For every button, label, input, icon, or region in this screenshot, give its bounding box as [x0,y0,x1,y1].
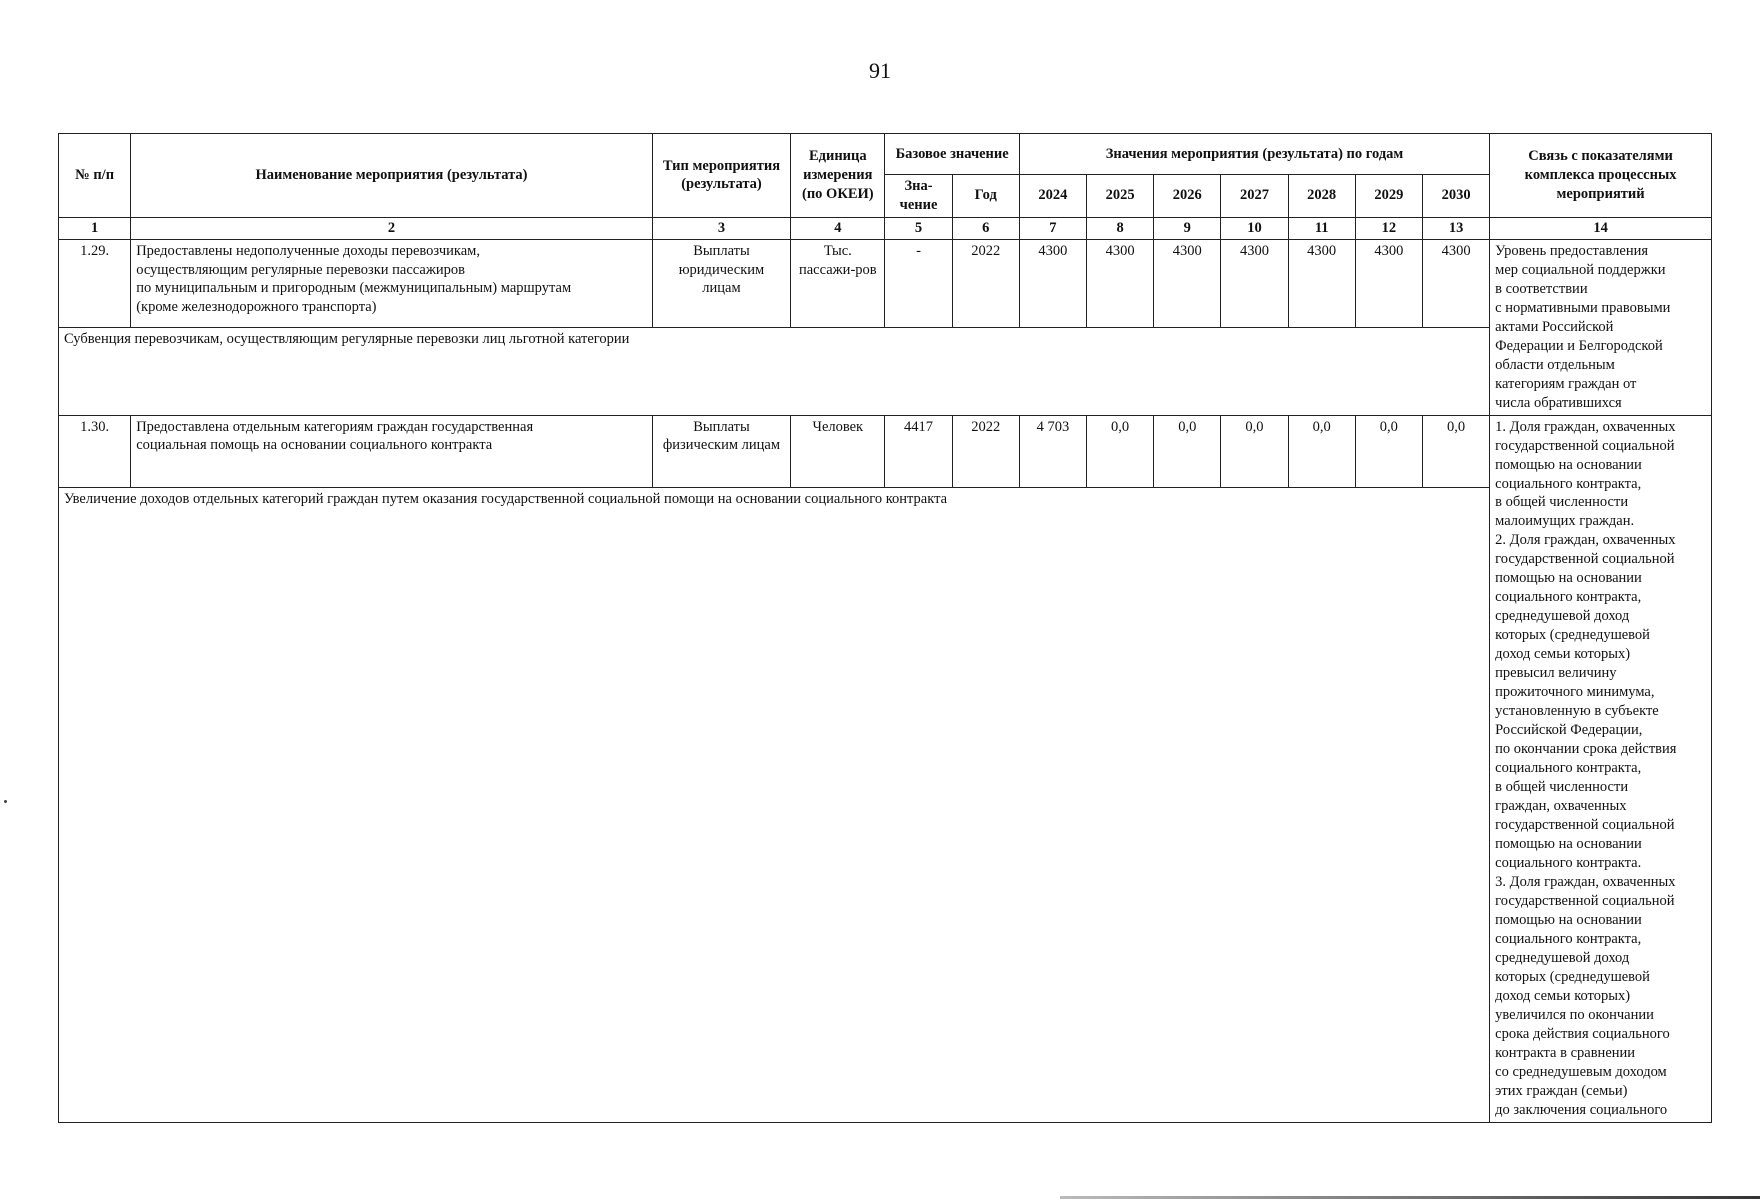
column-number: 4 [791,217,885,239]
row-value: 0,0 [1355,415,1422,487]
header-base-year: Год [952,175,1019,218]
column-number: 10 [1221,217,1288,239]
row-value: 0,0 [1154,415,1221,487]
column-number: 3 [652,217,790,239]
column-number: 8 [1087,217,1154,239]
header-unit: Единица измерения (по ОКЕИ) [791,134,885,218]
scan-edge-line [1060,1196,1760,1199]
header-values-by-year: Значения мероприятия (результата) по годам [1019,134,1489,175]
row-value: 4300 [1087,239,1154,327]
row-name: Предоставлена отдельным категориям граждан государственная социальная помощь на основании социального контракта [131,415,653,487]
header-year: 2024 [1019,175,1086,218]
row-type: Выплаты юридическим лицам [652,239,790,327]
header-year: 2027 [1221,175,1288,218]
section-row [59,487,1712,1122]
row-type: Выплаты физическим лицам [652,415,790,487]
column-number: 2 [131,217,653,239]
row-unit: Тыс. пассажи-ров [791,239,885,327]
table-row [59,415,1712,487]
column-number: 14 [1490,217,1712,239]
row-value: 4300 [1355,239,1422,327]
row-num: 1.29. [59,239,131,327]
column-number: 12 [1355,217,1422,239]
table-row [59,239,1712,327]
row-value: 0,0 [1221,415,1288,487]
row-value: 4300 [1019,239,1086,327]
header-year: 2025 [1087,175,1154,218]
header-name: Наименование мероприятия (результата) [131,134,653,218]
row-value: 4300 [1154,239,1221,327]
header-link: Связь с показателями комплекса процессных мероприятий [1490,134,1712,218]
section-title: Увеличение доходов отдельных категорий граждан путем оказания государственной социальной помощи на основании социального контракта [59,487,1490,1122]
row-base-value: 4417 [885,415,952,487]
header-year: 2028 [1288,175,1355,218]
row-unit: Человек [791,415,885,487]
column-number: 13 [1422,217,1489,239]
column-number: 1 [59,217,131,239]
header-num: № п/п [59,134,131,218]
row-base-value: - [885,239,952,327]
row-num: 1.30. [59,415,131,487]
header-year: 2029 [1355,175,1422,218]
section-title: Субвенция перевозчикам, осуществляющим регулярные перевозки лиц льготной категории [59,328,1490,415]
header-base: Базовое значение [885,134,1019,175]
header-base-value: Зна-чение [885,175,952,218]
column-number: 5 [885,217,952,239]
page-number: 91 [869,58,891,83]
row-value: 4300 [1288,239,1355,327]
row-base-year: 2022 [952,239,1019,327]
row-value: 0,0 [1422,415,1489,487]
row-link [1490,415,1712,1122]
section-row [59,328,1712,415]
row-value: 4 703 [1019,415,1086,487]
scan-mark [4,800,7,803]
column-number: 7 [1019,217,1086,239]
column-number: 11 [1288,217,1355,239]
header-type: Тип мероприятия (результата) [652,134,790,218]
row-value: 0,0 [1087,415,1154,487]
column-number: 9 [1154,217,1221,239]
row-value: 0,0 [1288,415,1355,487]
header-year: 2030 [1422,175,1489,218]
row-link: Уровень предоставления мер социальной поддержки в соответствии с нормативными правовыми актами Российской Федерации и Белгородской области отдельным категориям граждан от числа обратившихся [1490,239,1712,415]
row-link-text: 1. Доля граждан, охваченных государственной социальной помощью на основании социального контракта, в общей численности малоимущих граждан. 2. Доля граждан, охваченных государственной социальной помощью на основании социального контракта, среднедушевой доход которых (среднедушевой доход семьи которых) превысил величину прожиточного минимума, установленную в субъекте Российской Федерации, по окончании срока действия социального контракта, в общей численности граждан, охваченных государственной социальной помощью на основании социального контракта. 3. Доля граждан, охваченных государственной социальной помощью на основании социального контракта, среднедушевой доход которых (среднедушевой доход семьи которых) увеличился по окончании срока действия социального контракта в сравнении со среднедушевым доходом этих граждан (семьи) до заключения социального [1495,418,1677,1118]
measures-table [58,133,1712,1123]
row-value: 4300 [1422,239,1489,327]
row-value: 4300 [1221,239,1288,327]
row-base-year: 2022 [952,415,1019,487]
column-number: 6 [952,217,1019,239]
row-name: Предоставлены недополученные доходы перевозчикам, осуществляющим регулярные перевозки пассажиров по муниципальным и пригородным (межмуниципальным) маршрутам (кроме железнодорожного транспорта) [131,239,653,327]
header-year: 2026 [1154,175,1221,218]
